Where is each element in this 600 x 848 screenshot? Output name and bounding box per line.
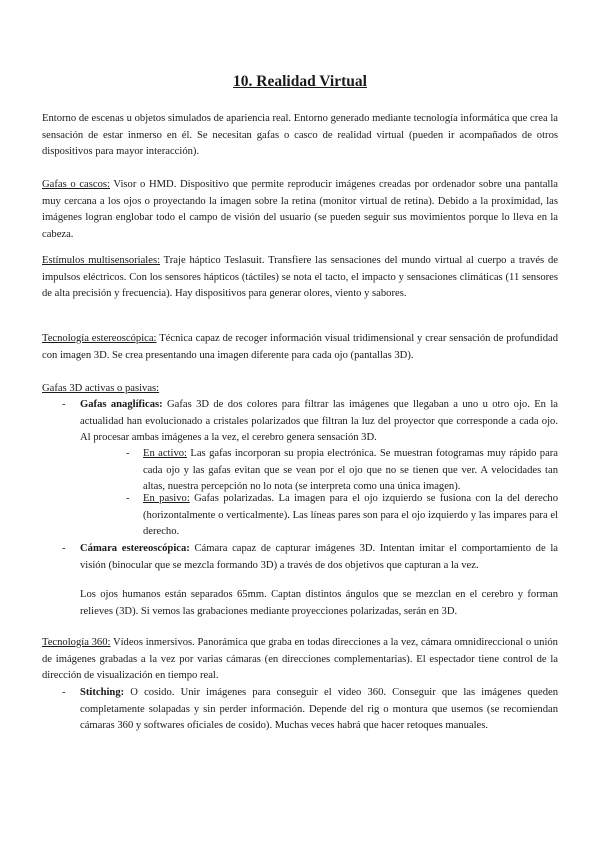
activo-text: Las gafas incorporan su propia electrónica. Se muestran fotogramas muy rápido para cada ojo y las gafas evitan que se vean por el ojo que no se tienen que ver. A velocidades tan altas, nuestra percepción no lo nota (se interpreta como una única imagen). xyxy=(143,448,559,493)
stitching-label: Stitching: xyxy=(80,687,125,698)
estereo-label: Tecnología estereoscópica: xyxy=(42,333,157,344)
intro-paragraph: Entorno de escenas u objetos simulados de apariencia real. Entorno generado mediante tecnología informática que crea la sensación de estar inmerso en él. Se necesitan gafas o casco de realidad virtual (pueden ir acompañados de otros dispositivos para mayor interacción). xyxy=(42,113,558,158)
anaglificas-text: Gafas 3D de dos colores para filtrar las imágenes que llegaban a uno u otro ojo. En la actualidad han evolucionado a cristales polarizados que filtran la luz del proyector que corresponde a cada ojo. Al procesar ambas imágenes a la vez, el cerebro genera sensación 3D. xyxy=(80,399,558,444)
gafas3d-heading xyxy=(42,381,558,398)
estimulos-label: Estímulos multisensoriales: xyxy=(42,255,161,266)
camara-text: Cámara capaz de capturar imágenes 3D. Intentan imitar el comportamiento de la visión (binocular que se mezcla formando 3D) a través de dos objetivos que capturan a la vez. xyxy=(80,543,558,571)
bullet-dash: - xyxy=(62,399,66,410)
page-title: 10. Realidad Virtual xyxy=(233,73,367,90)
estimulos-text: Traje háptico Teslasuit. Transfiere las sensaciones del mundo virtual al cuerpo a través de impulsos eléctricos. Con los sensores hápticos (táctiles) se nota el tacto, el impacto y sensaciones climáticas (11 sensores de alta precisión y frecuencia). Hay dispositivos para generar olores, viento y sabores. xyxy=(42,255,559,300)
estereo-text: Técnica capaz de recoger información visual tridimensional y crear sensación de profundidad con imagen 3D. Se crea presentando una imagen diferente para cada ojo (pantallas 3D). xyxy=(42,333,559,361)
camara-item xyxy=(80,541,558,574)
t360-label: Tecnología 360: xyxy=(42,637,111,648)
stitching-text: O cosido. Unir imágenes para conseguir el video 360. Conseguir que las imágenes queden completamente solapadas y sin perder información. Depende del rig o montura que usemos (se recomiendan cámaras 360 y softwares oficiales de cosido). Muchas veces habrá que hacer retoques manuales. xyxy=(80,687,558,732)
gafas3d-heading-text: Gafas 3D activas o pasivas: xyxy=(42,383,160,394)
stitching-item xyxy=(80,685,558,735)
anaglificas-label: Gafas anaglíficas: xyxy=(80,399,163,410)
estimulos-paragraph xyxy=(42,253,558,303)
bullet-dash: - xyxy=(62,543,66,554)
bullet-dash: - xyxy=(62,687,66,698)
estereo-paragraph xyxy=(42,331,558,364)
camara-label: Cámara estereoscópica: xyxy=(80,543,190,554)
t360-text: Vídeos inmersivos. Panorámica que graba en todas direcciones a la vez, cámara omnidireccional o unión de imágenes grabadas a la vez por varias cámaras (en direcciones complementarias). El espectador tiene control de la dirección de visualización en tiempo real. xyxy=(42,637,558,682)
camara-note: Los ojos humanos están separados 65mm. Captan distintos ángulos que se mezclan en el cerebro y forman relieves (3D). Si vemos las grabaciones mediante proyecciones polarizadas, serán en 3D. xyxy=(80,589,558,617)
pasivo-text: Gafas polarizadas. La imagen para el ojo izquierdo se fusiona con la del derecho (horizontalmente o verticalmente). Las líneas pares son para el ojo izquierdo y las impares para el derecho. xyxy=(143,493,558,538)
gafas-label: Gafas o cascos: xyxy=(42,179,110,190)
bullet-dash: - xyxy=(126,493,130,504)
anaglificas-item xyxy=(80,397,558,447)
gafas-text: Visor o HMD. Dispositivo que permite reproducir imágenes creadas por ordenador sobre una pantalla muy cercana a los ojos o proyectando la imagen sobre la retina (monitor virtual de retina). Debido a la proximidad, las imágenes logran englobar todo el campo de visión del usuario (se pueden seguir sus movimientos porque lo lleva en la cabeza. xyxy=(42,179,559,240)
activo-label: En activo: xyxy=(143,448,187,459)
pasivo-label: En pasivo: xyxy=(143,493,190,504)
pasivo-item xyxy=(143,491,558,541)
t360-paragraph xyxy=(42,635,558,685)
activo-item xyxy=(143,446,558,496)
gafas-paragraph xyxy=(42,177,558,243)
bullet-dash: - xyxy=(126,448,130,459)
